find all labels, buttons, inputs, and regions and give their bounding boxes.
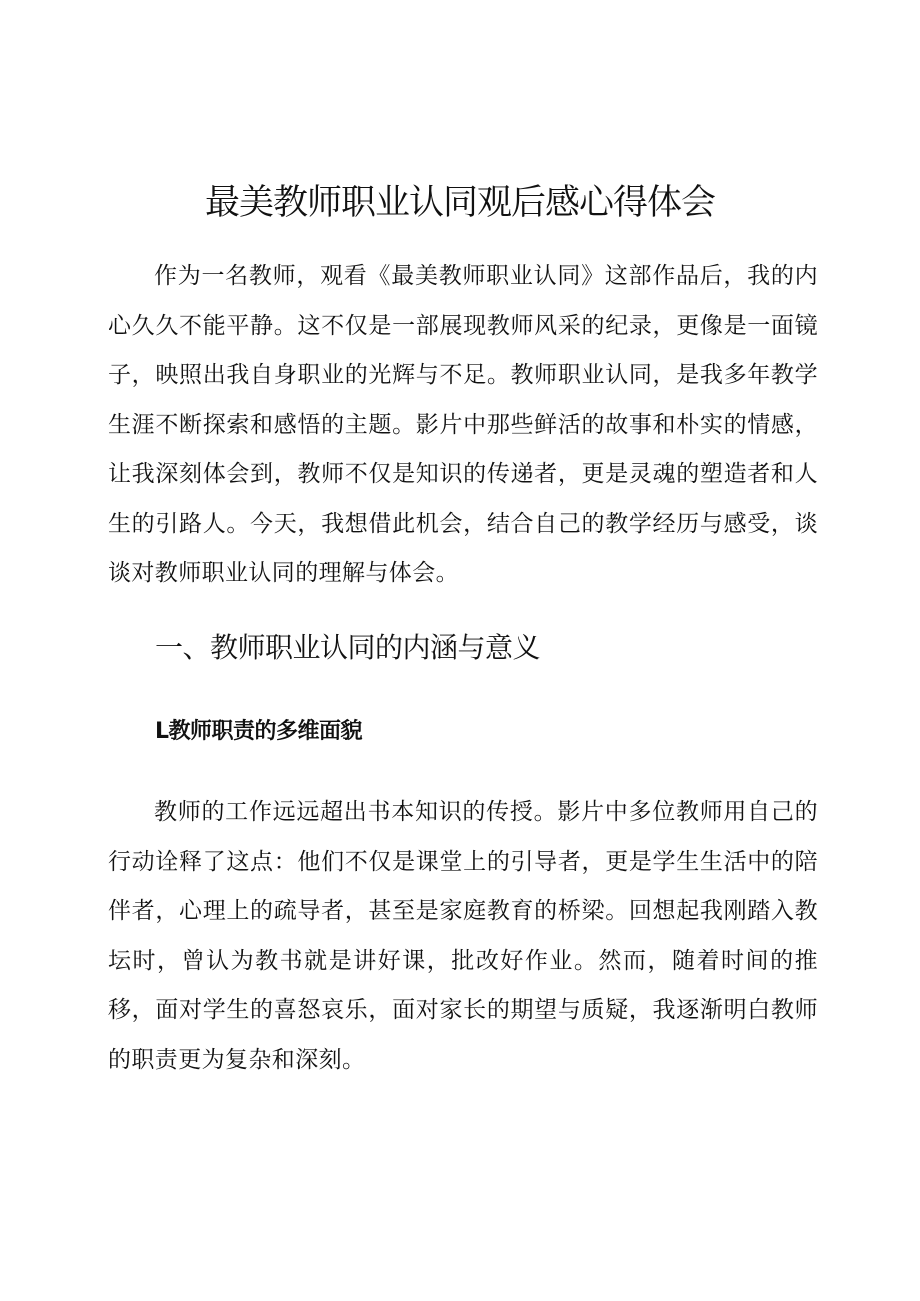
subsection-paragraph: 教师的工作远远超出书本知识的传授。影片中多位教师用自己的行动诠释了这点：他们不仅是课堂上的引导者，更是学生生活中的陪伴者，心理上的疏导者，甚至是家庭教育的桥梁。回想起我刚踏入教坛时，曾认为教书就是讲好课，批改好作业。然而，随着时间的推移，面对学生的喜怒哀乐，面对家长的期望与质疑，我逐渐明白教师的职责更为复杂和深刻。 — [108, 799, 818, 1073]
subsection-heading: L教师职责的多维面貌 — [155, 719, 363, 744]
document-title: 最美教师职业认同观后感心得体会 — [204, 183, 715, 223]
intro-paragraph: 作为一名教师，观看《最美教师职业认同》这部作品后，我的内心久久不能平静。这不仅是一部展现教师风采的纪录，更像是一面镜子，映照出我自身职业的光辉与不足。教师职业认同，是我多年教学生涯不断探索和感悟的主题。影片中那些鲜活的故事和朴实的情感，让我深刻体会到，教师不仅是知识的传递者，更是灵魂的塑造者和人生的引路人。今天，我想借此机会，结合自己的教学经历与感受，谈谈对教师职业认同的理解与体会。 — [108, 263, 818, 586]
section-heading: 一、教师职业认同的内涵与意义 — [155, 631, 541, 664]
